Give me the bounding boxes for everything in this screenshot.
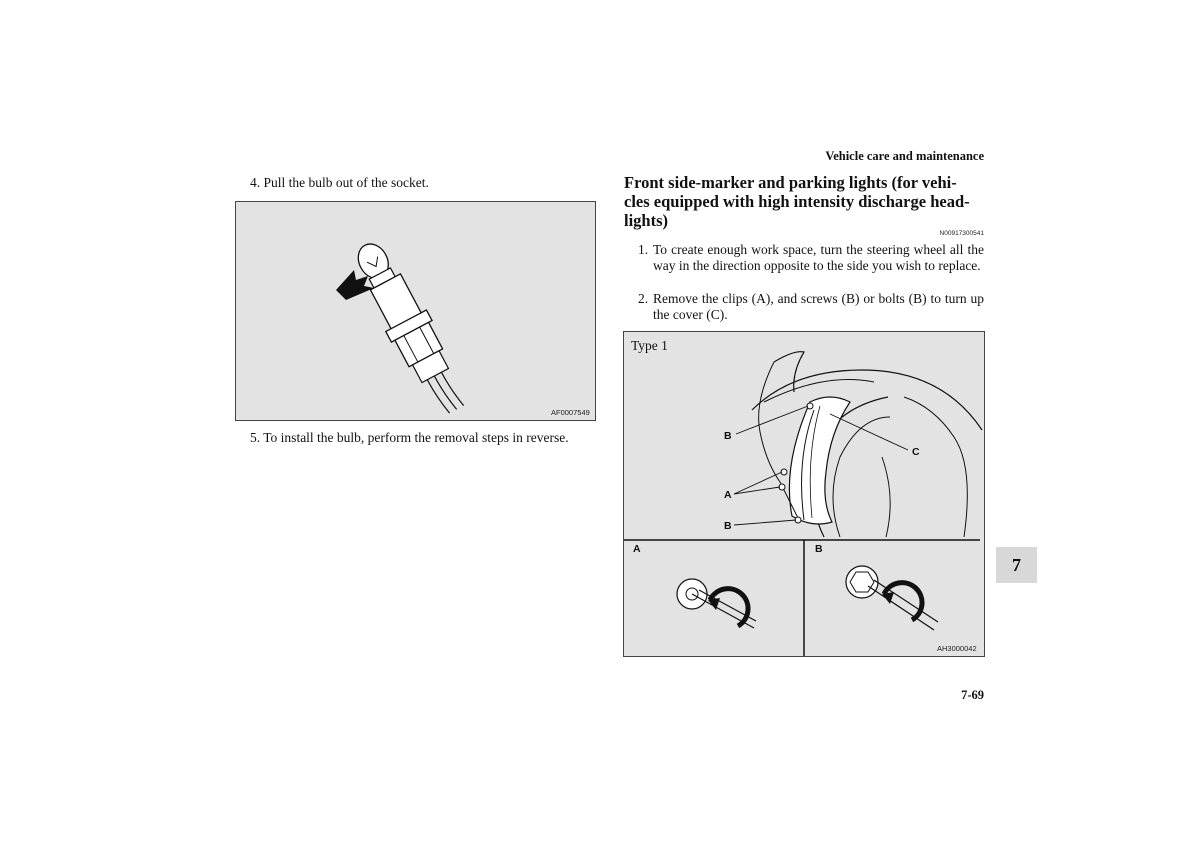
reference-code: N00917300541 [939,230,984,237]
page-number: 7-69 [961,688,984,702]
panel-b-label: B [815,543,823,555]
clip-panel-a [677,579,756,628]
figure-1-code: AF0007549 [551,408,590,417]
callout-b-top: B [724,430,732,442]
instruction-step-1 [638,242,984,274]
step-number: 1. [638,242,649,257]
step-text: Remove the clips (A), and screws (B) or bolts (B) to turn up the cover (C). [653,291,984,322]
section-title-line-3: lights) [624,211,669,230]
section-title-line-1: Front side-marker and parking lights (for vehi- [624,173,957,192]
step-number: 2. [638,291,649,306]
panel-a-label: A [633,543,641,555]
callout-a: A [724,489,732,501]
figure-2-code: AH3000042 [937,644,977,653]
running-header: Vehicle care and maintenance [825,149,984,163]
bulb-removal-illustration [235,201,596,421]
cover-removal-illustration [623,331,985,657]
bolt-panel-b [846,566,938,630]
step-4-text: 4. Pull the bulb out of the socket. [250,175,429,190]
section-title [624,173,984,230]
section-title-line-2: cles equipped with high intensity discharge head- [624,192,970,211]
callout-c: C [912,446,920,458]
chapter-tab: 7 [996,547,1037,583]
bulb-socket-drawing [236,202,595,420]
step-text: To create enough work space, turn the steering wheel all the way in the direction opposite to the side you wish to replace. [653,242,984,273]
instruction-step-2 [638,291,984,323]
type-label: Type 1 [631,338,668,353]
wheel-well-drawing [624,332,984,656]
step-5-text: 5. To install the bulb, perform the removal steps in reverse. [250,430,569,445]
callout-b-bottom: B [724,520,732,532]
